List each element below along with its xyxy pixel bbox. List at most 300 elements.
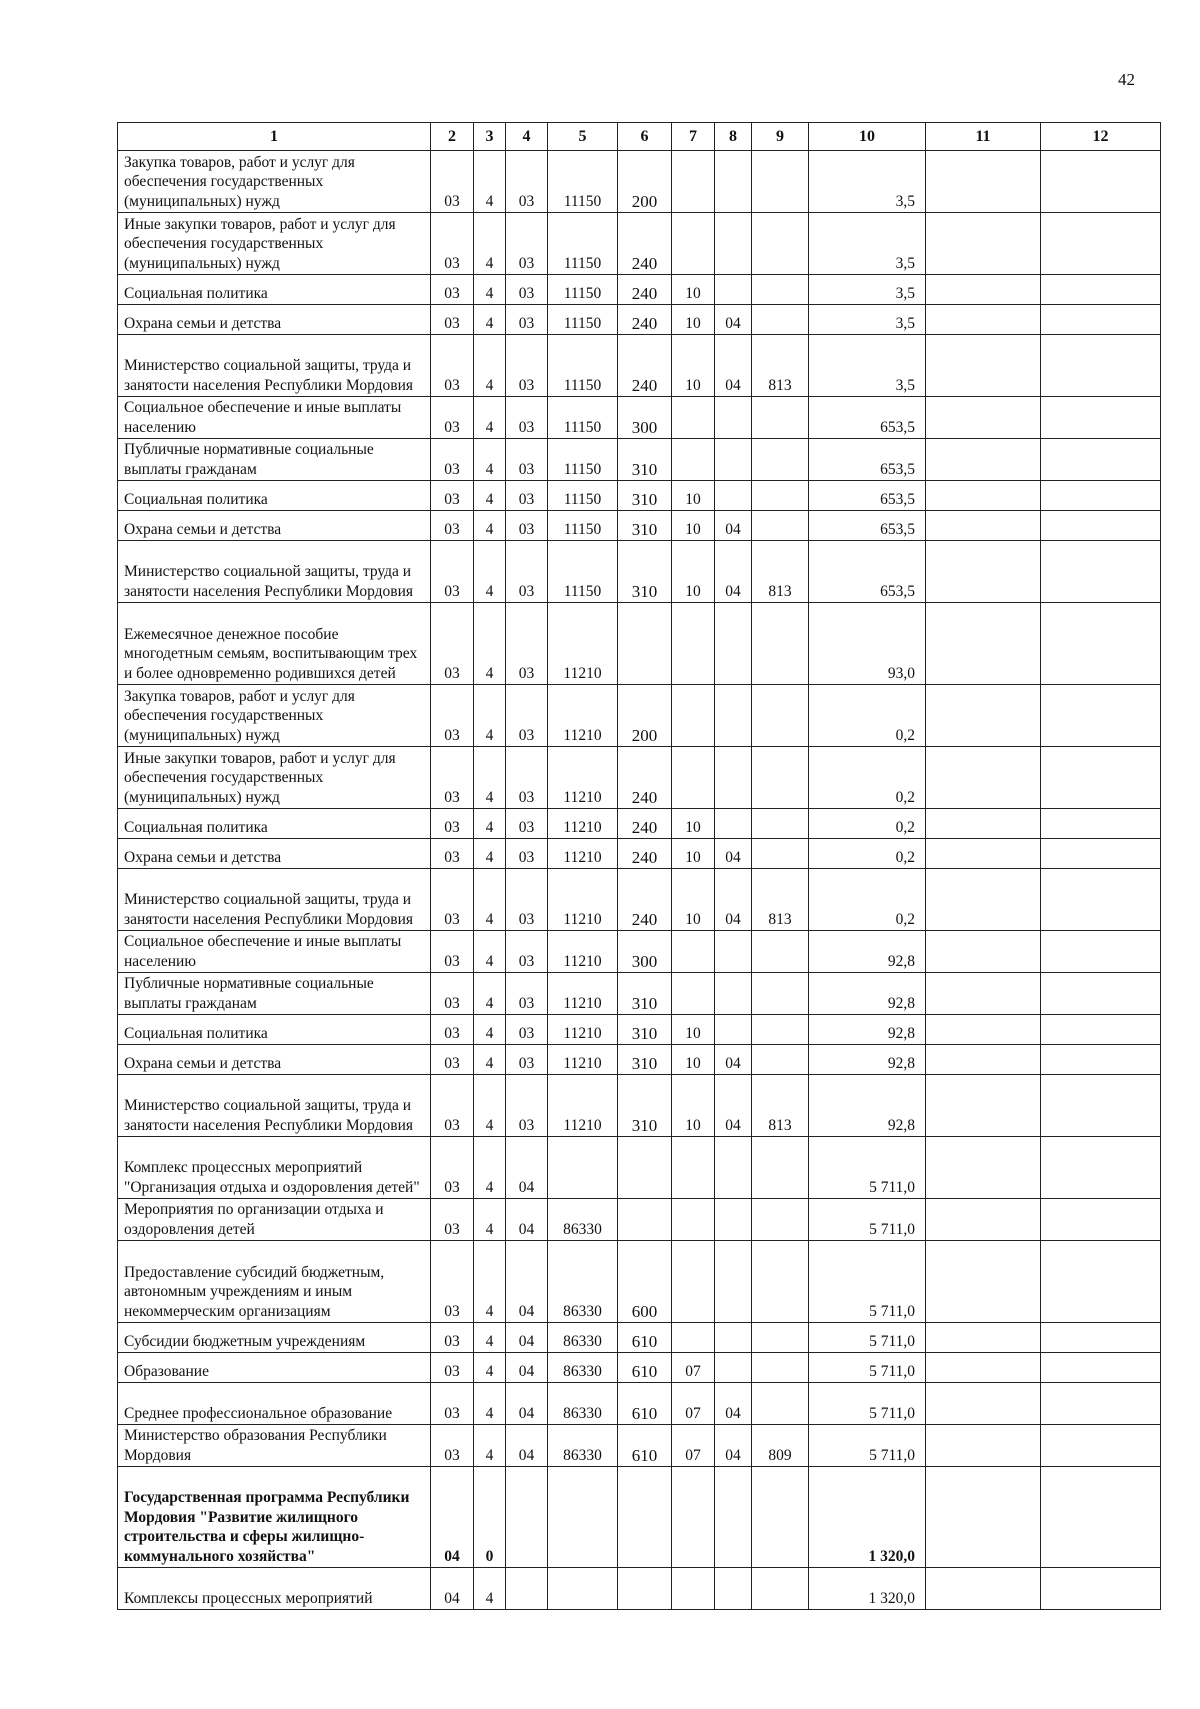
cell-col-6: 240 — [618, 275, 672, 305]
cell-col-5: 11150 — [548, 439, 618, 481]
cell-col-8: 04 — [715, 839, 752, 869]
cell-col-3: 4 — [474, 685, 506, 747]
cell-col-4: 03 — [506, 397, 548, 439]
table-body — [118, 151, 1161, 1610]
row-name: Социальное обеспечение и иные выплаты населению — [118, 931, 431, 973]
cell-col-9 — [752, 1383, 809, 1425]
cell-col-9 — [752, 1199, 809, 1241]
cell-col-2: 03 — [431, 481, 474, 511]
table-row — [118, 869, 1161, 931]
cell-col-4: 03 — [506, 839, 548, 869]
cell-col-2: 03 — [431, 1353, 474, 1383]
cell-col-5: 11210 — [548, 1015, 618, 1045]
cell-col-3: 4 — [474, 1568, 506, 1610]
cell-col-6: 200 — [618, 151, 672, 213]
cell-col-12 — [1041, 1425, 1161, 1467]
cell-col-2: 03 — [431, 1425, 474, 1467]
col-header: 3 — [474, 123, 506, 151]
table-row — [118, 481, 1161, 511]
cell-col-12 — [1041, 541, 1161, 603]
cell-col-4: 03 — [506, 275, 548, 305]
cell-col-5: 86330 — [548, 1241, 618, 1323]
cell-col-2: 03 — [431, 1075, 474, 1137]
table-row — [118, 809, 1161, 839]
cell-col-7: 07 — [672, 1383, 715, 1425]
cell-col-5: 86330 — [548, 1323, 618, 1353]
table-row — [118, 305, 1161, 335]
cell-col-8 — [715, 747, 752, 809]
cell-col-6: 300 — [618, 931, 672, 973]
cell-col-6: 610 — [618, 1323, 672, 1353]
cell-amount: 0,2 — [809, 747, 926, 809]
cell-col-3: 4 — [474, 973, 506, 1015]
cell-col-2: 03 — [431, 305, 474, 335]
cell-col-12 — [1041, 747, 1161, 809]
row-name: Среднее профессиональное образование — [118, 1383, 431, 1425]
col-header: 6 — [618, 123, 672, 151]
cell-col-2: 03 — [431, 1323, 474, 1353]
cell-col-6: 310 — [618, 541, 672, 603]
cell-col-5: 86330 — [548, 1353, 618, 1383]
cell-col-3: 4 — [474, 481, 506, 511]
cell-col-5: 86330 — [548, 1425, 618, 1467]
cell-col-11 — [926, 1353, 1041, 1383]
cell-col-12 — [1041, 213, 1161, 275]
cell-col-11 — [926, 335, 1041, 397]
table-row — [118, 1383, 1161, 1425]
cell-col-2: 03 — [431, 839, 474, 869]
row-name: Ежемесячное денежное пособие многодетным семьям, воспитывающим трех и более одновременно родившихся детей — [118, 603, 431, 685]
cell-col-5: 11150 — [548, 481, 618, 511]
cell-col-5: 11150 — [548, 305, 618, 335]
cell-col-5: 11210 — [548, 1075, 618, 1137]
cell-amount: 92,8 — [809, 1015, 926, 1045]
cell-amount: 653,5 — [809, 511, 926, 541]
cell-col-11 — [926, 511, 1041, 541]
cell-col-8: 04 — [715, 335, 752, 397]
cell-amount: 92,8 — [809, 1045, 926, 1075]
cell-col-7: 10 — [672, 839, 715, 869]
cell-col-2: 03 — [431, 1137, 474, 1199]
cell-col-8: 04 — [715, 511, 752, 541]
cell-amount: 653,5 — [809, 439, 926, 481]
cell-amount: 0,2 — [809, 839, 926, 869]
cell-col-4: 03 — [506, 809, 548, 839]
cell-col-8 — [715, 1241, 752, 1323]
cell-col-9 — [752, 1241, 809, 1323]
cell-col-3: 4 — [474, 275, 506, 305]
cell-col-6: 240 — [618, 335, 672, 397]
table-row — [118, 1425, 1161, 1467]
cell-col-3: 4 — [474, 1015, 506, 1045]
cell-col-8: 04 — [715, 1075, 752, 1137]
cell-col-12 — [1041, 1045, 1161, 1075]
row-name: Иные закупки товаров, работ и услуг для обеспечения государственных (муниципальных) нужд — [118, 747, 431, 809]
cell-col-6 — [618, 1568, 672, 1610]
cell-col-6: 600 — [618, 1241, 672, 1323]
cell-col-9 — [752, 275, 809, 305]
row-name: Социальная политика — [118, 481, 431, 511]
cell-col-8: 04 — [715, 541, 752, 603]
cell-col-7: 10 — [672, 1045, 715, 1075]
cell-col-7: 10 — [672, 335, 715, 397]
cell-col-7: 10 — [672, 275, 715, 305]
cell-col-9 — [752, 973, 809, 1015]
table-row — [118, 213, 1161, 275]
cell-col-11 — [926, 1383, 1041, 1425]
row-name: Государственная программа Республики Мордовия "Развитие жилищного строительства и сферы жилищно-коммунального хозяйства" — [118, 1467, 431, 1568]
cell-amount: 1 320,0 — [809, 1467, 926, 1568]
cell-col-6: 310 — [618, 439, 672, 481]
cell-col-7 — [672, 973, 715, 1015]
row-name: Предоставление субсидий бюджетным, автономным учреждениям и иным некоммерческим организациям — [118, 1241, 431, 1323]
cell-col-11 — [926, 1137, 1041, 1199]
cell-col-3: 4 — [474, 747, 506, 809]
col-header: 7 — [672, 123, 715, 151]
cell-col-9 — [752, 1137, 809, 1199]
col-header: 12 — [1041, 123, 1161, 151]
cell-col-6: 240 — [618, 213, 672, 275]
cell-col-12 — [1041, 1075, 1161, 1137]
cell-col-7: 10 — [672, 1015, 715, 1045]
cell-amount: 92,8 — [809, 1075, 926, 1137]
cell-col-5: 11150 — [548, 511, 618, 541]
cell-col-2: 04 — [431, 1467, 474, 1568]
cell-col-4: 04 — [506, 1241, 548, 1323]
cell-col-4: 03 — [506, 1045, 548, 1075]
cell-col-3: 4 — [474, 439, 506, 481]
cell-col-3: 4 — [474, 603, 506, 685]
cell-col-2: 03 — [431, 439, 474, 481]
cell-col-11 — [926, 1241, 1041, 1323]
table-row — [118, 1323, 1161, 1353]
cell-col-4: 03 — [506, 973, 548, 1015]
cell-col-2: 03 — [431, 869, 474, 931]
cell-col-4: 04 — [506, 1199, 548, 1241]
cell-col-3: 4 — [474, 1199, 506, 1241]
cell-col-12 — [1041, 973, 1161, 1015]
cell-col-3: 4 — [474, 1353, 506, 1383]
cell-col-7 — [672, 747, 715, 809]
cell-col-11 — [926, 603, 1041, 685]
cell-col-7 — [672, 603, 715, 685]
cell-amount: 5 711,0 — [809, 1137, 926, 1199]
cell-col-7: 10 — [672, 541, 715, 603]
cell-col-6: 300 — [618, 397, 672, 439]
row-name: Закупка товаров, работ и услуг для обеспечения государственных (муниципальных) нужд — [118, 151, 431, 213]
cell-col-7 — [672, 213, 715, 275]
cell-col-8 — [715, 1323, 752, 1353]
cell-col-11 — [926, 439, 1041, 481]
cell-col-4: 04 — [506, 1323, 548, 1353]
cell-col-5: 11150 — [548, 213, 618, 275]
row-name: Охрана семьи и детства — [118, 839, 431, 869]
cell-col-3: 4 — [474, 809, 506, 839]
cell-col-7: 10 — [672, 481, 715, 511]
cell-col-4: 04 — [506, 1425, 548, 1467]
cell-col-7 — [672, 1241, 715, 1323]
cell-col-11 — [926, 809, 1041, 839]
cell-col-12 — [1041, 685, 1161, 747]
table-row — [118, 1045, 1161, 1075]
cell-col-3: 4 — [474, 1241, 506, 1323]
row-name: Субсидии бюджетным учреждениям — [118, 1323, 431, 1353]
cell-col-9 — [752, 511, 809, 541]
cell-col-6: 240 — [618, 869, 672, 931]
cell-col-12 — [1041, 1137, 1161, 1199]
cell-col-4: 03 — [506, 1015, 548, 1045]
cell-col-11 — [926, 151, 1041, 213]
cell-col-5: 11150 — [548, 275, 618, 305]
cell-col-12 — [1041, 511, 1161, 541]
cell-col-5: 11210 — [548, 1045, 618, 1075]
cell-col-7: 07 — [672, 1425, 715, 1467]
cell-col-6: 310 — [618, 1045, 672, 1075]
row-name: Комплексы процессных мероприятий — [118, 1568, 431, 1610]
cell-col-6 — [618, 1199, 672, 1241]
cell-col-9: 813 — [752, 1075, 809, 1137]
table-row — [118, 1353, 1161, 1383]
col-header: 2 — [431, 123, 474, 151]
cell-col-8 — [715, 809, 752, 839]
table-row — [118, 335, 1161, 397]
cell-col-5: 11150 — [548, 151, 618, 213]
row-name: Министерство социальной защиты, труда и занятости населения Республики Мордовия — [118, 1075, 431, 1137]
cell-col-7 — [672, 439, 715, 481]
cell-col-12 — [1041, 151, 1161, 213]
cell-col-11 — [926, 1323, 1041, 1353]
cell-col-11 — [926, 931, 1041, 973]
cell-col-2: 03 — [431, 213, 474, 275]
cell-amount: 5 711,0 — [809, 1199, 926, 1241]
cell-col-3: 4 — [474, 541, 506, 603]
cell-col-4 — [506, 1568, 548, 1610]
cell-col-12 — [1041, 335, 1161, 397]
cell-col-3: 4 — [474, 931, 506, 973]
cell-col-3: 4 — [474, 151, 506, 213]
cell-col-8: 04 — [715, 869, 752, 931]
cell-col-12 — [1041, 1467, 1161, 1568]
cell-col-5: 11150 — [548, 397, 618, 439]
cell-amount: 0,2 — [809, 809, 926, 839]
cell-col-8: 04 — [715, 1425, 752, 1467]
cell-col-2: 03 — [431, 511, 474, 541]
cell-col-4: 03 — [506, 305, 548, 335]
cell-amount: 3,5 — [809, 275, 926, 305]
cell-col-12 — [1041, 1568, 1161, 1610]
cell-col-6: 240 — [618, 839, 672, 869]
cell-col-12 — [1041, 931, 1161, 973]
cell-col-5: 11210 — [548, 685, 618, 747]
cell-col-11 — [926, 1199, 1041, 1241]
cell-col-4: 03 — [506, 511, 548, 541]
cell-col-9 — [752, 603, 809, 685]
row-name: Комплекс процессных мероприятий "Организация отдыха и оздоровления детей" — [118, 1137, 431, 1199]
cell-col-5 — [548, 1137, 618, 1199]
cell-col-11 — [926, 747, 1041, 809]
cell-col-4: 03 — [506, 213, 548, 275]
cell-amount: 3,5 — [809, 213, 926, 275]
cell-col-7: 07 — [672, 1353, 715, 1383]
table-row — [118, 973, 1161, 1015]
cell-col-3: 4 — [474, 397, 506, 439]
cell-col-12 — [1041, 439, 1161, 481]
col-header: 9 — [752, 123, 809, 151]
table-row — [118, 1137, 1161, 1199]
cell-col-12 — [1041, 1353, 1161, 1383]
cell-col-8: 04 — [715, 305, 752, 335]
cell-col-4: 03 — [506, 1075, 548, 1137]
cell-amount: 92,8 — [809, 931, 926, 973]
cell-col-11 — [926, 397, 1041, 439]
row-name: Социальная политика — [118, 275, 431, 305]
cell-col-3: 4 — [474, 1045, 506, 1075]
cell-col-12 — [1041, 397, 1161, 439]
cell-col-6 — [618, 1137, 672, 1199]
cell-col-9 — [752, 809, 809, 839]
cell-col-2: 03 — [431, 931, 474, 973]
cell-col-4: 03 — [506, 603, 548, 685]
cell-col-12 — [1041, 603, 1161, 685]
cell-col-2: 03 — [431, 275, 474, 305]
cell-col-6 — [618, 603, 672, 685]
cell-col-7 — [672, 1323, 715, 1353]
row-name: Иные закупки товаров, работ и услуг для обеспечения государственных (муниципальных) нужд — [118, 213, 431, 275]
cell-col-6: 240 — [618, 305, 672, 335]
cell-col-9 — [752, 397, 809, 439]
table-row — [118, 1075, 1161, 1137]
cell-col-8 — [715, 685, 752, 747]
cell-col-4: 03 — [506, 439, 548, 481]
cell-col-12 — [1041, 1199, 1161, 1241]
cell-col-7: 10 — [672, 809, 715, 839]
cell-col-8: 04 — [715, 1045, 752, 1075]
cell-col-11 — [926, 213, 1041, 275]
table-row — [118, 541, 1161, 603]
cell-amount: 653,5 — [809, 397, 926, 439]
row-name: Охрана семьи и детства — [118, 305, 431, 335]
cell-col-9 — [752, 1323, 809, 1353]
cell-col-5: 11210 — [548, 603, 618, 685]
cell-col-11 — [926, 481, 1041, 511]
cell-col-8 — [715, 1015, 752, 1045]
table-row — [118, 1241, 1161, 1323]
cell-col-4: 03 — [506, 931, 548, 973]
cell-col-12 — [1041, 1383, 1161, 1425]
col-header: 8 — [715, 123, 752, 151]
cell-col-11 — [926, 1568, 1041, 1610]
cell-col-5 — [548, 1568, 618, 1610]
cell-col-8 — [715, 1137, 752, 1199]
cell-col-3: 4 — [474, 1425, 506, 1467]
cell-col-9: 809 — [752, 1425, 809, 1467]
cell-amount: 0,2 — [809, 869, 926, 931]
cell-col-7 — [672, 1199, 715, 1241]
cell-col-9 — [752, 1015, 809, 1045]
cell-col-9 — [752, 1568, 809, 1610]
cell-col-2: 04 — [431, 1568, 474, 1610]
cell-col-2: 03 — [431, 335, 474, 397]
col-header: 5 — [548, 123, 618, 151]
row-name: Министерство социальной защиты, труда и занятости населения Республики Мордовия — [118, 335, 431, 397]
cell-col-6: 310 — [618, 481, 672, 511]
cell-amount: 5 711,0 — [809, 1353, 926, 1383]
cell-col-9 — [752, 1467, 809, 1568]
cell-col-8 — [715, 1353, 752, 1383]
cell-col-2: 03 — [431, 541, 474, 603]
cell-amount: 0,2 — [809, 685, 926, 747]
cell-col-6: 610 — [618, 1383, 672, 1425]
cell-col-12 — [1041, 869, 1161, 931]
page-number: 42 — [1118, 70, 1135, 89]
cell-amount: 3,5 — [809, 335, 926, 397]
row-name: Образование — [118, 1353, 431, 1383]
cell-amount: 93,0 — [809, 603, 926, 685]
cell-col-7 — [672, 1568, 715, 1610]
row-name: Министерство социальной защиты, труда и занятости населения Республики Мордовия — [118, 541, 431, 603]
cell-amount: 653,5 — [809, 541, 926, 603]
cell-col-9 — [752, 839, 809, 869]
cell-col-3: 4 — [474, 1075, 506, 1137]
cell-col-4: 03 — [506, 541, 548, 603]
cell-col-9 — [752, 481, 809, 511]
cell-col-5: 11210 — [548, 809, 618, 839]
row-name: Публичные нормативные социальные выплаты гражданам — [118, 973, 431, 1015]
cell-col-5 — [548, 1467, 618, 1568]
cell-col-11 — [926, 1075, 1041, 1137]
cell-amount: 92,8 — [809, 973, 926, 1015]
cell-col-3: 4 — [474, 213, 506, 275]
cell-col-7 — [672, 685, 715, 747]
cell-col-12 — [1041, 481, 1161, 511]
col-header: 11 — [926, 123, 1041, 151]
cell-col-5: 11210 — [548, 869, 618, 931]
row-name: Мероприятия по организации отдыха и оздоровления детей — [118, 1199, 431, 1241]
cell-col-11 — [926, 1045, 1041, 1075]
cell-col-4: 03 — [506, 481, 548, 511]
cell-col-6: 310 — [618, 1015, 672, 1045]
cell-col-8 — [715, 213, 752, 275]
table-row — [118, 511, 1161, 541]
col-header: 10 — [809, 123, 926, 151]
cell-col-9: 813 — [752, 869, 809, 931]
budget-table — [117, 122, 1161, 1610]
cell-col-12 — [1041, 809, 1161, 839]
row-name: Министерство образования Республики Мордовия — [118, 1425, 431, 1467]
cell-col-12 — [1041, 1015, 1161, 1045]
cell-amount: 5 711,0 — [809, 1241, 926, 1323]
cell-col-8 — [715, 1467, 752, 1568]
row-name: Охрана семьи и детства — [118, 511, 431, 541]
cell-col-3: 4 — [474, 511, 506, 541]
cell-col-9: 813 — [752, 335, 809, 397]
cell-col-11 — [926, 1425, 1041, 1467]
cell-col-8 — [715, 1568, 752, 1610]
cell-col-2: 03 — [431, 1015, 474, 1045]
cell-col-7 — [672, 931, 715, 973]
cell-col-7 — [672, 151, 715, 213]
cell-col-2: 03 — [431, 397, 474, 439]
row-name: Министерство социальной защиты, труда и занятости населения Республики Мордовия — [118, 869, 431, 931]
header-row — [118, 123, 1161, 151]
cell-col-5: 11210 — [548, 973, 618, 1015]
col-header: 4 — [506, 123, 548, 151]
cell-amount: 1 320,0 — [809, 1568, 926, 1610]
row-name: Социальная политика — [118, 809, 431, 839]
cell-col-7 — [672, 1137, 715, 1199]
table-row — [118, 397, 1161, 439]
cell-col-8 — [715, 1199, 752, 1241]
